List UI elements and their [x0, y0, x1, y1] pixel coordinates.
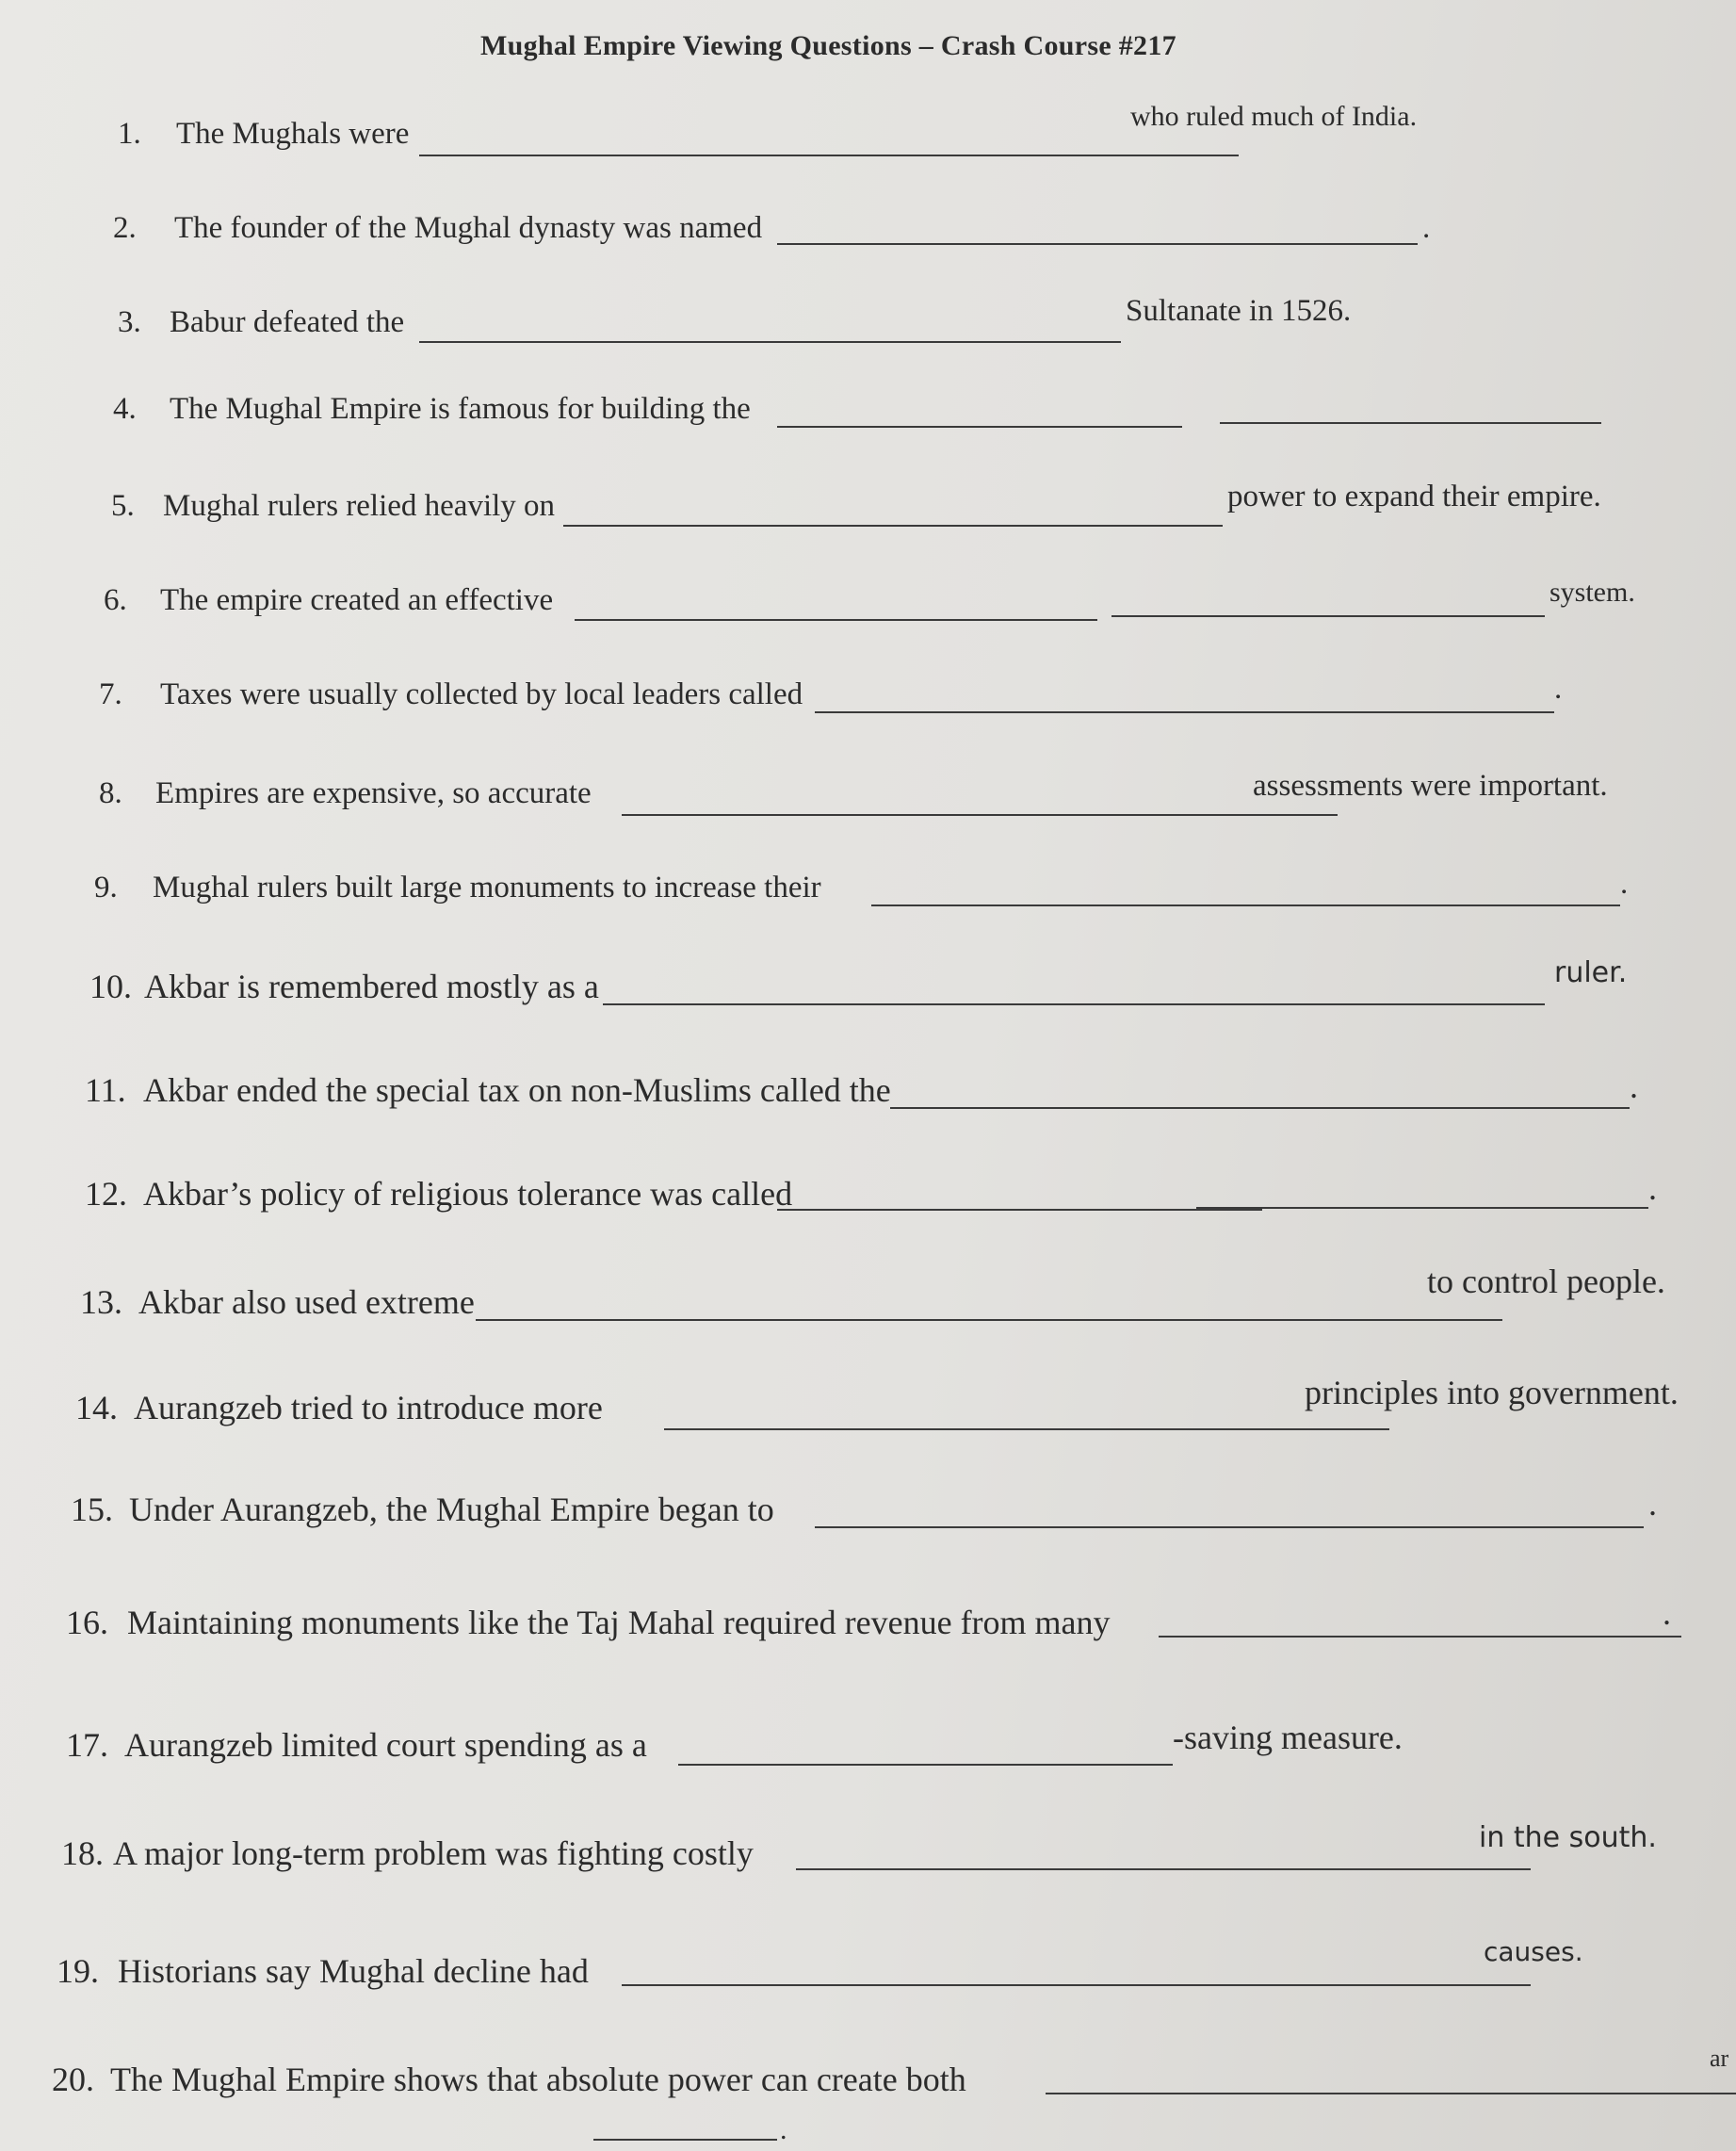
question-text-after: ruler.: [1554, 956, 1628, 989]
question-text: The founder of the Mughal dynasty was named: [174, 211, 763, 245]
question-text: Historians say Mughal decline had: [118, 1952, 589, 1990]
question-text-after: principles into government.: [1305, 1374, 1679, 1411]
answer-blank[interactable]: [622, 814, 1338, 816]
question-16: [66, 1592, 1733, 1649]
question-number: 12.: [85, 1175, 127, 1213]
question-20: [52, 2045, 1736, 2106]
question-text: Mughal rulers built large monuments to increase their: [153, 871, 821, 904]
question-6: [104, 570, 1658, 627]
question-text: Akbar is remembered mostly as a: [144, 968, 599, 1005]
answer-blank[interactable]: [622, 1984, 1531, 1986]
question-number: 6.: [104, 583, 127, 617]
question-14: [75, 1374, 1724, 1434]
question-text-after: -saving measure.: [1173, 1719, 1403, 1756]
answer-blank[interactable]: [796, 1868, 1531, 1870]
question-text-after: .: [1648, 1169, 1657, 1207]
answer-blank[interactable]: [603, 1003, 1545, 1005]
answer-blank[interactable]: [419, 341, 1121, 343]
question-text-after: .: [1422, 211, 1431, 245]
question-7: [99, 664, 1653, 721]
question-number: 16.: [66, 1604, 108, 1641]
answer-blank[interactable]: [476, 1319, 1502, 1321]
question-number: 10.: [89, 968, 132, 1005]
question-text-after: assessments were important.: [1253, 769, 1608, 803]
question-text: Akbar ended the special tax on non-Muslims called the: [143, 1071, 891, 1109]
answer-blank[interactable]: [1196, 1207, 1648, 1209]
question-8: [99, 763, 1653, 820]
question-text: Taxes were usually collected by local leaders called: [160, 677, 803, 711]
question-text: Babur defeated the: [170, 305, 405, 339]
question-3: [118, 292, 1531, 349]
question-20-continuation: [593, 2114, 801, 2150]
question-text-after: .: [1630, 1067, 1638, 1105]
question-text: Akbar’s policy of religious tolerance was called: [143, 1175, 793, 1213]
question-number: 2.: [113, 211, 137, 245]
question-text-after: .: [1663, 1594, 1671, 1632]
question-12: [85, 1164, 1686, 1220]
question-number: 11.: [85, 1071, 126, 1109]
question-text-after: Sultanate in 1526.: [1126, 294, 1352, 328]
question-text: Akbar also used extreme: [138, 1283, 475, 1321]
question-17: [66, 1715, 1714, 1771]
question-number: 17.: [66, 1726, 108, 1764]
answer-blank[interactable]: [678, 1764, 1173, 1766]
question-15: [71, 1479, 1719, 1536]
answer-blank[interactable]: [1111, 615, 1545, 617]
answer-blank[interactable]: [777, 1209, 1262, 1211]
answer-blank[interactable]: [815, 1526, 1644, 1528]
question-number: 9.: [94, 871, 118, 904]
question-number: 3.: [118, 305, 141, 339]
question-text: Mughal rulers relied heavily on: [163, 489, 556, 523]
answer-blank[interactable]: [1046, 2093, 1736, 2094]
answer-blank[interactable]: [777, 243, 1418, 245]
question-13: [80, 1263, 1728, 1328]
answer-blank[interactable]: [815, 711, 1554, 713]
question-18: [61, 1823, 1728, 1880]
question-11: [85, 1060, 1686, 1116]
question-number: 20.: [52, 2061, 94, 2098]
question-10: [89, 956, 1691, 1013]
question-text-after: who ruled much of India.: [1130, 101, 1418, 132]
question-1: [118, 101, 1531, 160]
question-text: Aurangzeb limited court spending as a: [124, 1726, 647, 1764]
question-text: Maintaining monuments like the Taj Mahal required revenue from many: [127, 1604, 1111, 1641]
answer-blank[interactable]: [664, 1428, 1389, 1430]
answer-blank[interactable]: [575, 619, 1097, 621]
answer-blank[interactable]: [871, 904, 1620, 906]
answer-blank[interactable]: [1220, 422, 1601, 424]
question-text-end: .: [780, 2114, 787, 2145]
question-text-after: ar: [1710, 2045, 1729, 2072]
answer-blank[interactable]: [890, 1107, 1630, 1109]
worksheet-title: Mughal Empire Viewing Questions – Crash Course #217: [480, 30, 1176, 61]
question-19: [57, 1936, 1724, 1997]
answer-blank[interactable]: [777, 426, 1182, 428]
question-text-after: .: [1648, 1485, 1657, 1523]
question-text: The Mughals were: [176, 117, 410, 151]
question-number: 1.: [118, 117, 141, 151]
question-4: [113, 379, 1620, 435]
question-text-after: .: [1554, 672, 1563, 706]
question-text: Under Aurangzeb, the Mughal Empire began to: [129, 1491, 774, 1528]
answer-blank[interactable]: [593, 2139, 777, 2141]
question-9: [94, 857, 1648, 914]
question-text-after: power to expand their empire.: [1227, 480, 1601, 513]
question-text: The Mughal Empire is famous for building the: [170, 392, 751, 426]
question-2: [113, 198, 1526, 254]
question-number: 15.: [71, 1491, 113, 1528]
question-text: The empire created an effective: [160, 583, 554, 617]
question-text: A major long-term problem was fighting costly: [113, 1834, 754, 1872]
answer-blank[interactable]: [563, 525, 1223, 527]
question-number: 5.: [111, 489, 135, 523]
question-text-after: in the south.: [1479, 1821, 1657, 1854]
question-number: 8.: [99, 776, 122, 810]
question-number: 18.: [61, 1834, 104, 1872]
answer-blank[interactable]: [1159, 1636, 1681, 1638]
question-text: The Mughal Empire shows that absolute power can create both: [110, 2061, 966, 2098]
question-number: 13.: [80, 1283, 122, 1321]
answer-blank[interactable]: [419, 155, 1239, 156]
question-number: 4.: [113, 392, 137, 426]
question-number: 14.: [75, 1389, 118, 1426]
question-text-after: system.: [1549, 577, 1635, 608]
question-text-after: causes.: [1484, 1936, 1583, 1967]
question-text-after: to control people.: [1427, 1263, 1665, 1300]
question-5: [111, 476, 1618, 532]
question-text-after: .: [1620, 867, 1629, 901]
question-number: 7.: [99, 677, 122, 711]
question-text: Empires are expensive, so accurate: [155, 776, 592, 810]
question-number: 19.: [57, 1952, 99, 1990]
question-text: Aurangzeb tried to introduce more: [134, 1389, 603, 1426]
